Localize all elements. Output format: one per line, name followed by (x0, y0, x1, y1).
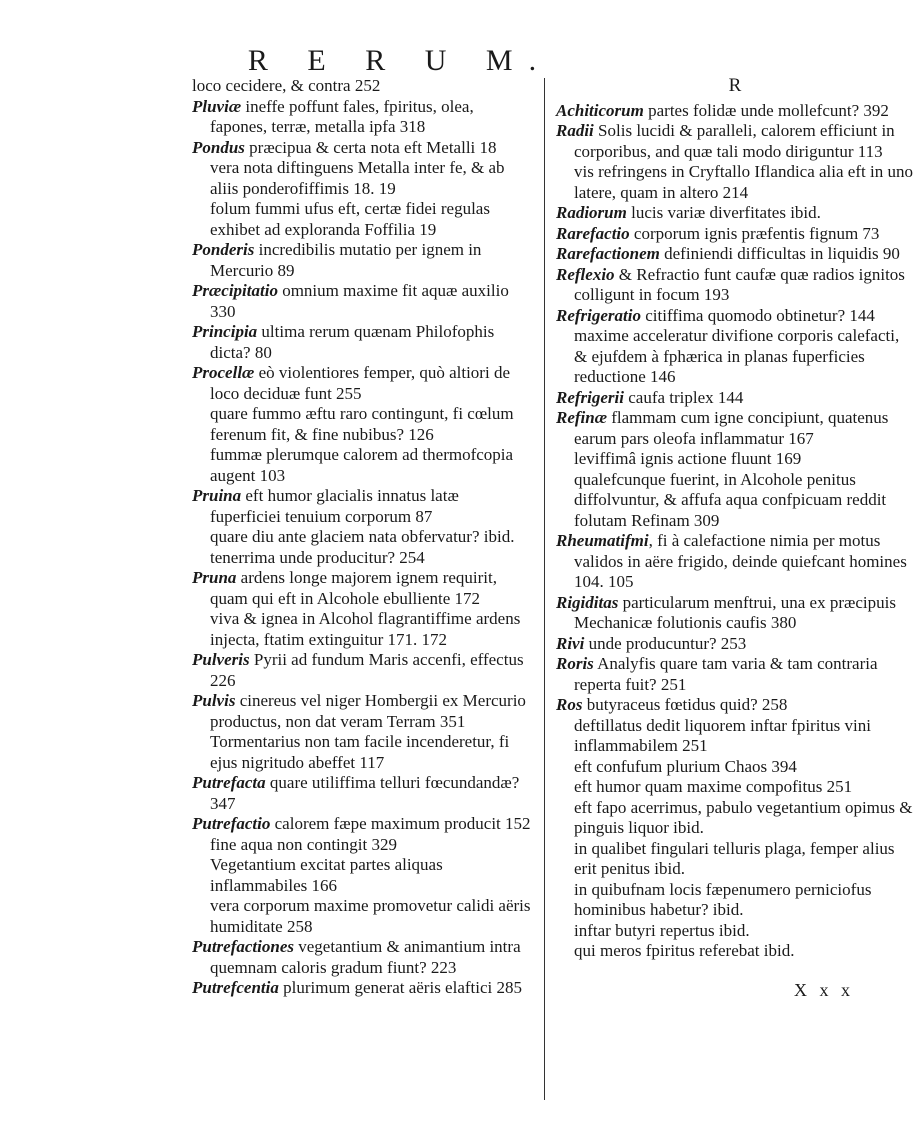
left-column (192, 76, 532, 999)
index-entry (556, 388, 914, 409)
right-column (556, 76, 914, 1000)
index-entry-text: leviffimâ ignis actione fluunt 169 (574, 449, 802, 468)
index-entry (556, 203, 914, 224)
index-entry-text: eft confufum plurium Chaos 394 (574, 756, 797, 776)
index-headword: Ros (556, 695, 583, 714)
section-letter: R (728, 75, 742, 96)
index-entry-text: in quibufnam locis fæpenumero perniciofus hominibus habetur? ibid. (574, 879, 872, 919)
index-entry-text: quare diu ante glaciem nata obfervatur? ibid. (210, 527, 515, 546)
index-entry-text: eft humor glacialis innatus latæ fuperficiei tenuium corporum 87 (210, 486, 459, 526)
index-entry-text: fine aqua non contingit 329 (210, 834, 397, 854)
index-entry (192, 691, 532, 732)
index-entry (192, 322, 532, 363)
index-entry-text: Analyfis quare tam varia & tam contraria reperta fuit? 251 (574, 654, 878, 694)
index-headword: Putrefcentia (192, 978, 279, 997)
index-headword: Ponderis (192, 240, 255, 259)
index-entry (556, 593, 914, 634)
index-entry-text: in qualibet fingulari telluris plaga, femper alius erit penitus ibid. (574, 838, 895, 878)
index-subentry (556, 839, 914, 880)
index-entry-text: & Refractio funt caufæ quæ radios ignitos colligunt in focum 193 (574, 264, 905, 304)
index-subentry (192, 609, 532, 650)
index-entry (192, 97, 532, 138)
index-entry-text: calorem fæpe maximum producit 152 (270, 814, 531, 833)
index-entry-text: cinereus vel niger Hombergii ex Mercurio productus, non dat veram Terram 351 (210, 691, 526, 731)
index-headword: Refrigerii (556, 387, 624, 407)
index-subentry (192, 896, 532, 937)
index-subentry (192, 732, 532, 773)
index-headword: Putrefacta (192, 773, 266, 792)
index-entry (556, 634, 914, 655)
index-subentry (556, 798, 914, 839)
running-head: R E R U M. (247, 44, 553, 77)
index-headword: Præcipitatio (192, 281, 278, 300)
index-entry-text: partes folidæ unde mollefcunt? 392 (643, 100, 889, 120)
index-headword: Radii (556, 121, 594, 140)
index-entry-text: tenerrima unde producitur? 254 (210, 547, 425, 567)
index-subentry (192, 835, 532, 856)
index-entry (556, 654, 914, 695)
index-headword: Pruna (192, 568, 237, 587)
index-entry (556, 224, 914, 245)
index-entry-text: vera nota diftinguens Metalla inter fe, & ab aliis ponderofiffimis 18. 19 (210, 158, 505, 198)
index-entry-text: ultima rerum quænam Philofophis dicta? 80 (210, 322, 495, 362)
index-subentry (192, 445, 532, 486)
index-subentry (192, 855, 532, 896)
index-entry-text: omnium maxime fit aquæ auxilio 330 (210, 281, 509, 321)
index-headword: Pulvis (192, 691, 236, 710)
index-headword: Principia (192, 322, 258, 341)
index-headword: Refrigeratio (556, 305, 641, 325)
index-headword: Roris (556, 654, 594, 673)
index-entry (556, 306, 914, 327)
index-subentry (192, 158, 532, 199)
index-subentry (192, 548, 532, 569)
index-entry (192, 281, 532, 322)
index-entry-text: , fi à calefactione nimia per motus validos in aëre frigido, deinde quiefcant homines 104. 105 (574, 531, 907, 591)
index-entry-text: vera corporum maxime promovetur calidi aëris humiditate 258 (210, 896, 531, 936)
index-entry-text: incredibilis mutatio per ignem in Mercurio 89 (210, 240, 482, 280)
index-entry-text: lucis variæ diverfitates ibid. (626, 203, 821, 222)
index-entry-text: Pyrii ad fundum Maris accenfi, effectus 226 (210, 650, 524, 690)
index-entry (556, 101, 914, 122)
index-headword: Pluviæ (192, 96, 242, 116)
index-entry-text: quare utiliffima telluri fœcundandæ? 347 (210, 773, 520, 813)
index-entry-text: præcipua & certa nota eft Metalli 18 (244, 137, 497, 157)
index-entry (192, 363, 532, 404)
index-subentry (556, 777, 914, 798)
index-headword: Refinæ (556, 408, 607, 427)
index-entry (556, 531, 914, 593)
index-subentry (192, 404, 532, 445)
index-entry-text: maxime acceleratur divifione corporis calefacti, & ejufdem à fphærica in planas fuperficies reductione 146 (574, 326, 900, 386)
index-entry-text: folum fummi ufus eft, certæ fidei regulas exhibet ad exploranda Foffilia 19 (210, 199, 490, 239)
index-entry-text: eft humor quam maxime compofitus 251 (574, 777, 853, 796)
index-entry-text: vis refringens in Cryftallo Iflandica alia eft in uno latere, quam in altero 214 (574, 162, 913, 202)
index-entry-text: Tormentarius non tam facile incenderetur, fi ejus nigritudo abeffet 117 (210, 732, 510, 772)
index-headword: Putrefactiones (192, 937, 294, 956)
index-subentry (556, 470, 914, 532)
index-entry (556, 408, 914, 449)
index-subentry (192, 527, 532, 548)
index-entry-text: quare fummo æftu raro contingunt, fi cœlum ferenum fit, & fine nubibus? 126 (210, 404, 514, 444)
index-subentry (556, 921, 914, 942)
index-subentry (192, 199, 532, 240)
index-headword: Pulveris (192, 650, 250, 669)
index-entry-text: eft fapo acerrimus, pabulo vegetantium opimus & pinguis liquor ibid. (574, 797, 913, 837)
index-headword: Rigiditas (556, 592, 619, 612)
index-entry-text: viva & ignea in Alcohol flagrantiffime ardens injecta, ftatim extinguitur 171. 172 (210, 609, 521, 649)
index-entry-text: Solis lucidi & paralleli, calorem efficiunt in corporibus, and quæ tali modo diriguntur 113 (574, 121, 895, 161)
index-headword: Rheumatifmi (556, 531, 649, 550)
index-entry-text: corporum ignis præfentis fignum 73 (629, 223, 880, 243)
index-subentry (556, 449, 914, 470)
index-headword: Procellæ (192, 363, 255, 382)
index-entry-text: butyraceus fœtidus quid? 258 (582, 695, 788, 714)
index-subentry (556, 880, 914, 921)
index-entry-text: plurimum generat aëris elaftici 285 (278, 978, 522, 997)
index-entry-text: vegetantium & animantium intra quemnam caloris gradum fiunt? 223 (210, 937, 521, 977)
index-entry (192, 937, 532, 978)
index-headword: Rivi (556, 633, 585, 653)
index-entry (556, 121, 914, 162)
index-entry (192, 773, 532, 814)
index-entry (192, 568, 532, 609)
index-entry (192, 240, 532, 281)
index-entry-text: fummæ plerumque calorem ad thermofcopia augent 103 (210, 445, 514, 485)
index-entry-text: loco cecidere, & contra 252 (192, 76, 381, 95)
index-entry (192, 650, 532, 691)
index-entry (192, 814, 532, 835)
index-entry-text: citiffima quomodo obtinetur? 144 (641, 305, 875, 325)
index-subentry (556, 326, 914, 388)
index-entry-text: flammam cum igne concipiunt, quatenus earum pars oleofa inflammatur 167 (574, 408, 889, 448)
index-entry-text: particularum menftrui, una ex præcipuis Mechanicæ folutionis caufis 380 (574, 592, 896, 632)
index-subentry (556, 757, 914, 778)
index-headword: Rarefactio (556, 223, 630, 243)
signature-mark: X x x (794, 979, 854, 1000)
index-headword: Achiticorum (556, 100, 644, 120)
index-entry (192, 486, 532, 527)
column-divider (544, 78, 545, 1100)
index-headword: Pruina (192, 486, 242, 505)
index-entry-text: Vegetantium excitat partes aliquas inflammabiles 166 (210, 855, 443, 895)
index-entry-text: ardens longe majorem ignem requirit, quam qui eft in Alcohole ebulliente 172 (210, 568, 498, 608)
index-entry (556, 695, 914, 716)
index-entry (556, 265, 914, 306)
index-subentry (556, 162, 914, 203)
index-entry-text: caufa triplex 144 (624, 387, 744, 407)
index-entry-text: unde producuntur? 253 (584, 633, 747, 653)
index-headword: Reflexio (556, 264, 615, 284)
index-entry-text: eò violentiores femper, quò altiori de loco deciduæ funt 255 (210, 363, 510, 403)
index-entry-text: inftar butyri repertus ibid. (574, 920, 750, 940)
index-subentry (556, 941, 914, 962)
index-headword: Putrefactio (192, 814, 271, 833)
index-subentry (556, 716, 914, 757)
index-entry-text: deftillatus dedit liquorem inftar fpiritus vini inflammabilem 251 (574, 715, 871, 755)
index-entry-text: qui meros fpiritus referebat ibid. (574, 941, 795, 960)
index-headword: Radiorum (556, 203, 627, 222)
index-headword: Rarefactionem (556, 244, 660, 263)
index-entry-text: ineffe poffunt fales, fpiritus, olea, fapones, terræ, metalla ipfa 318 (210, 96, 474, 136)
index-headword: Pondus (192, 137, 245, 157)
index-entry-text: definiendi difficultas in liquidis 90 (659, 244, 900, 263)
index-entry-text: qualefcunque fuerint, in Alcohole penitus diffolvuntur, & affufa aqua confpicuam reddit folutam Refinam 309 (574, 469, 887, 530)
index-entry (556, 244, 914, 265)
index-entry (192, 978, 532, 999)
index-entry (192, 138, 532, 159)
index-entry (192, 76, 532, 97)
